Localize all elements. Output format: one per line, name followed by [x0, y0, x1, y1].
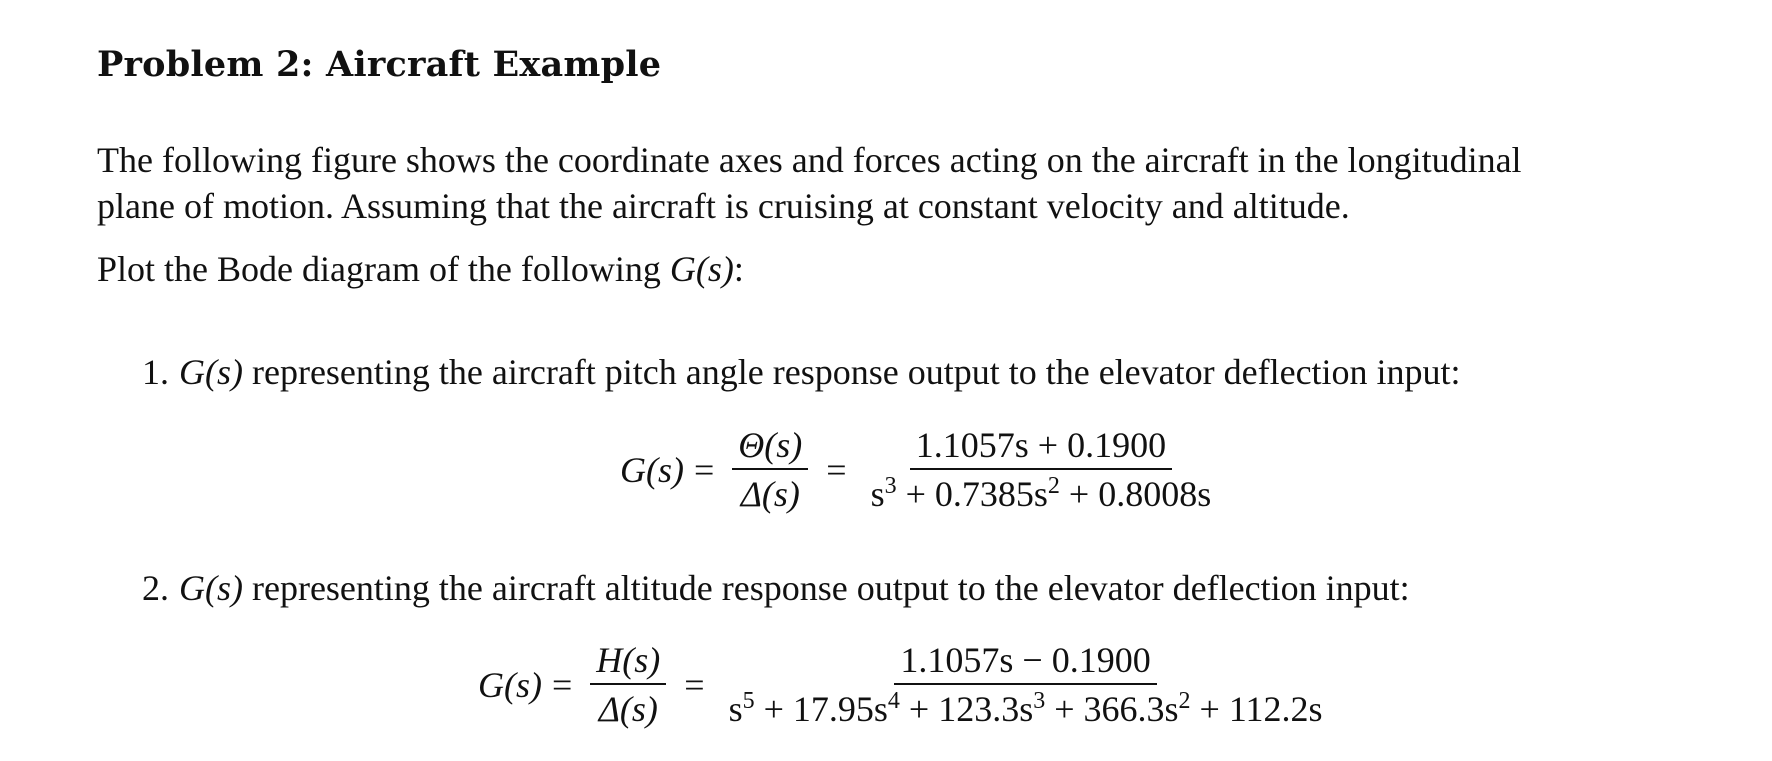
equation-2-ratio — [590, 640, 666, 729]
equation-2-den-exp: 3 — [1033, 688, 1046, 714]
instruction-colon: : — [733, 249, 744, 289]
equation-2-den-term: s — [728, 689, 743, 729]
list-item-2-text: representing the aircraft altitude response output to the elevator deflection input: — [242, 568, 1410, 608]
equation-1-den-exp: 3 — [884, 473, 897, 499]
equation-1-equals-2: = — [826, 449, 847, 490]
list-item-1 — [142, 351, 1461, 393]
equation-1-equals: = — [693, 449, 715, 490]
instruction-paragraph — [97, 246, 744, 292]
list-item-2 — [142, 567, 1410, 609]
equation-2-ratio-denominator: Δ(s) — [598, 689, 658, 729]
equation-altitude — [478, 640, 1337, 729]
equation-2-den-term: + 366.3s — [1045, 689, 1179, 729]
equation-2-den-exp: 4 — [887, 688, 900, 714]
equation-2-tf-denominator — [723, 685, 1329, 729]
equation-1-lhs: G(s) — [620, 449, 684, 490]
list-item-1-text: representing the aircraft pitch angle response output to the elevator deflection input: — [242, 352, 1461, 392]
equation-2-den-exp: 2 — [1178, 688, 1191, 714]
equation-2-den-term: + 123.3s — [899, 689, 1034, 729]
equation-1-tf-denominator — [865, 470, 1218, 514]
equation-2-tf-numerator: 1.1057s − 0.1900 — [894, 640, 1156, 685]
intro-line-2: plane of motion. Assuming that the aircraft is cruising at constant velocity and altitude. — [97, 186, 1350, 226]
equation-1-transfer-function — [865, 425, 1218, 514]
equation-1-ratio-denominator: Δ(s) — [740, 474, 800, 514]
equation-2-den-term: + 112.2s — [1190, 689, 1323, 729]
equation-2-den-exp: 5 — [742, 688, 755, 714]
instruction-text: Plot the Bode diagram of the following — [97, 249, 670, 289]
equation-2-equals: = — [551, 664, 573, 705]
equation-2-equals-2: = — [684, 664, 705, 705]
equation-1-den-term: + 0.8008s — [1059, 474, 1212, 514]
equation-2-ratio-numerator: H(s) — [590, 640, 666, 685]
equation-1-tf-numerator: 1.1057s + 0.1900 — [910, 425, 1172, 470]
list-item-1-gs: G(s) — [179, 352, 243, 392]
intro-line-1: The following figure shows the coordinate axes and forces acting on the aircraft in the longitudinal — [97, 140, 1522, 180]
equation-1-den-term: s — [870, 474, 885, 514]
equation-2-den-term: + 17.95s — [754, 689, 888, 729]
list-item-1-number: 1. — [142, 352, 169, 392]
list-item-2-gs: G(s) — [179, 568, 243, 608]
equation-1-ratio-numerator: Θ(s) — [732, 425, 808, 470]
intro-paragraph — [97, 137, 1522, 229]
equation-pitch — [620, 425, 1225, 514]
instruction-gs: G(s) — [669, 249, 734, 289]
equation-1-ratio — [732, 425, 808, 514]
equation-1-den-exp: 2 — [1047, 473, 1060, 499]
problem-heading: Problem 2: Aircraft Example — [97, 44, 662, 85]
equation-2-transfer-function — [723, 640, 1329, 729]
equation-1-den-term: + 0.7385s — [896, 474, 1048, 514]
equation-2-lhs: G(s) — [478, 664, 542, 705]
list-item-2-number: 2. — [142, 568, 169, 608]
